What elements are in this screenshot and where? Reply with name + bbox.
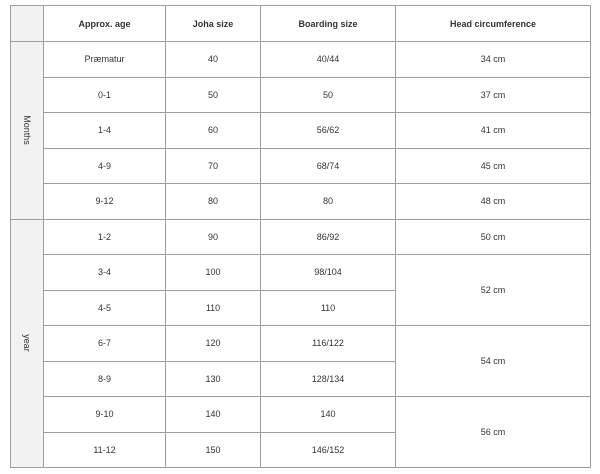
boarding-cell: 86/92: [261, 219, 396, 255]
boarding-cell: 80: [261, 184, 396, 220]
joha-cell: 40: [166, 42, 261, 78]
header-approx-age: Approx. age: [44, 6, 166, 42]
age-cell: 11-12: [44, 432, 166, 468]
table-row: [11, 255, 591, 291]
table-row: [11, 77, 591, 113]
boarding-cell: 110: [261, 290, 396, 326]
age-cell: 1-2: [44, 219, 166, 255]
size-chart: [10, 5, 590, 466]
age-cell: 3-4: [44, 255, 166, 291]
joha-cell: 150: [166, 432, 261, 468]
corner-cell: [11, 6, 44, 42]
boarding-cell: 40/44: [261, 42, 396, 78]
joha-cell: 140: [166, 397, 261, 433]
age-cell: Præmatur: [44, 42, 166, 78]
age-cell: 0-1: [44, 77, 166, 113]
group-label-months-cell: [11, 42, 44, 220]
group-label-year-cell: [11, 219, 44, 468]
joha-cell: 130: [166, 361, 261, 397]
table-row: [11, 219, 591, 255]
head-cell: 50 cm: [396, 219, 591, 255]
head-cell: 48 cm: [396, 184, 591, 220]
joha-cell: 70: [166, 148, 261, 184]
table-row: [11, 148, 591, 184]
age-cell: 8-9: [44, 361, 166, 397]
joha-cell: 110: [166, 290, 261, 326]
boarding-cell: 98/104: [261, 255, 396, 291]
group-label-months: Months: [21, 115, 32, 146]
boarding-cell: 116/122: [261, 326, 396, 362]
joha-cell: 60: [166, 113, 261, 149]
boarding-cell: 68/74: [261, 148, 396, 184]
size-table: [10, 5, 591, 468]
age-cell: 4-9: [44, 148, 166, 184]
boarding-cell: 128/134: [261, 361, 396, 397]
boarding-cell: 50: [261, 77, 396, 113]
table-row: [11, 113, 591, 149]
head-cell: 45 cm: [396, 148, 591, 184]
head-cell: 54 cm: [396, 326, 591, 397]
table-row: [11, 42, 591, 78]
header-boarding-size: Boarding size: [261, 6, 396, 42]
age-cell: 1-4: [44, 113, 166, 149]
header-head-circumference: Head circumference: [396, 6, 591, 42]
head-cell: 34 cm: [396, 42, 591, 78]
table-row: [11, 397, 591, 433]
header-row: [11, 6, 591, 42]
head-cell: 52 cm: [396, 255, 591, 326]
joha-cell: 100: [166, 255, 261, 291]
age-cell: 4-5: [44, 290, 166, 326]
boarding-cell: 146/152: [261, 432, 396, 468]
joha-cell: 120: [166, 326, 261, 362]
joha-cell: 80: [166, 184, 261, 220]
boarding-cell: 56/62: [261, 113, 396, 149]
head-cell: 56 cm: [396, 397, 591, 468]
head-cell: 37 cm: [396, 77, 591, 113]
boarding-cell: 140: [261, 397, 396, 433]
joha-cell: 50: [166, 77, 261, 113]
header-joha-size: Joha size: [166, 6, 261, 42]
table-row: [11, 326, 591, 362]
age-cell: 9-12: [44, 184, 166, 220]
joha-cell: 90: [166, 219, 261, 255]
table-row: [11, 184, 591, 220]
group-label-year: year: [21, 334, 32, 353]
age-cell: 6-7: [44, 326, 166, 362]
age-cell: 9-10: [44, 397, 166, 433]
head-cell: 41 cm: [396, 113, 591, 149]
